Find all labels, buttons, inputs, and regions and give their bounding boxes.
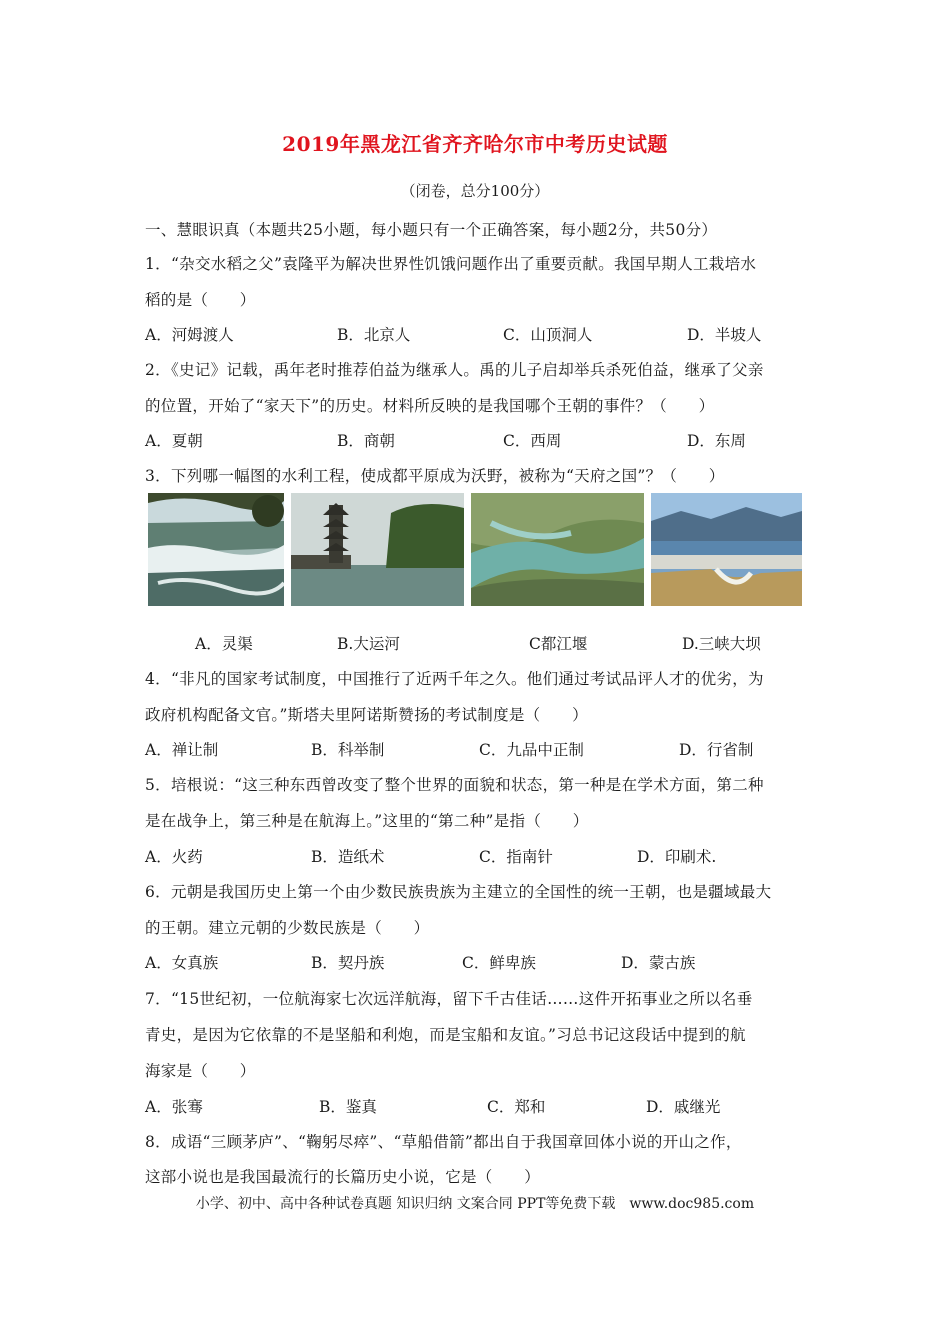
dujiangyan-photo: [471, 493, 644, 606]
q6-option-c: C．鲜卑族: [462, 954, 536, 972]
section-heading: 一、慧眼识真（本题共25小题，每小题只有一个正确答案，每小题2分，共50分）: [145, 221, 718, 239]
q6-option-a: A．女真族: [145, 954, 219, 972]
question-7-line-2: 青史，是因为它依靠的不是坚船和利炮，而是宝船和友谊。”习总书记这段话中提到的航: [145, 1026, 746, 1044]
question-1-line-2: 稻的是（ ）: [145, 291, 256, 309]
q7-option-d: D．戚继光: [646, 1098, 721, 1116]
q7-option-b: B．鉴真: [319, 1098, 377, 1116]
exam-title: 2019年黑龙江省齐齐哈尔市中考历史试题: [282, 132, 668, 156]
q1-option-d: D．半坡人: [687, 326, 762, 344]
q3-option-b: B.大运河: [337, 635, 400, 653]
question-1-line-1: 1．“杂交水稻之父”袁隆平为解决世界性饥饿问题作出了重要贡献。我国早期人工栽培水: [145, 255, 757, 273]
q5-option-a: A．火药: [145, 848, 203, 866]
question-6-line-2: 的王朝。建立元朝的少数民族是（ ）: [145, 919, 430, 937]
three-gorges-photo: [651, 493, 802, 606]
question-5-line-1: 5．培根说：“这三种东西曾改变了整个世界的面貌和状态，第一种是在学术方面，第二种: [145, 776, 764, 794]
q2-option-a: A．夏朝: [145, 432, 203, 450]
lingqu-photo: [148, 493, 284, 606]
exam-subtitle: （闭卷，总分100分）: [400, 182, 550, 200]
question-4-line-2: 政府机构配备文官。”斯塔夫里阿诺斯赞扬的考试制度是（ ）: [145, 706, 588, 724]
q5-option-b: B．造纸术: [311, 848, 385, 866]
question-4-line-1: 4．“非凡的国家考试制度，中国推行了近两千年之久。他们通过考试品评人才的优劣，为: [145, 670, 764, 688]
question-8-line-2: 这部小说也是我国最流行的长篇历史小说，它是（ ）: [145, 1168, 541, 1186]
q7-option-c: C．郑和: [487, 1098, 546, 1116]
q7-option-a: A．张骞: [145, 1098, 203, 1116]
q1-option-b: B．北京人: [337, 326, 411, 344]
question-8-line-1: 8．成语“三顾茅庐”、“鞠躬尽瘁”、“草船借箭”都出自于我国章回体小说的开山之作，: [145, 1133, 742, 1151]
q3-option-d: D.三峡大坝: [682, 635, 761, 653]
q1-option-c: C．山顶洞人: [503, 326, 593, 344]
question-3-line-1: 3．下列哪一幅图的水利工程，使成都平原成为沃野，被称为“天府之国”？（ ）: [145, 467, 725, 485]
question-7-line-1: 7．“15世纪初，一位航海家七次远洋航海，留下千古佳话……这件开拓事业之所以名垂: [145, 990, 753, 1008]
q4-option-b: B．科举制: [311, 741, 385, 759]
q2-option-d: D．东周: [687, 432, 746, 450]
q4-option-c: C．九品中正制: [479, 741, 584, 759]
question-2-line-2: 的位置，开始了“家天下”的历史。材料所反映的是我国哪个王朝的事件？（ ）: [145, 397, 715, 415]
question-5-line-2: 是在战争上，第三种是在航海上。”这里的“第二种”是指（ ）: [145, 812, 589, 830]
question-7-line-3: 海家是（ ）: [145, 1062, 256, 1080]
q2-option-b: B．商朝: [337, 432, 395, 450]
question-2-line-1: 2．《史记》记载，禹年老时推荐伯益为继承人。禹的儿子启却举兵杀死伯益，继承了父亲: [145, 361, 764, 379]
q6-option-d: D．蒙古族: [621, 954, 696, 972]
question-6-line-1: 6．元朝是我国历史上第一个由少数民族贵族为主建立的全国性的统一王朝，也是疆域最大: [145, 883, 772, 901]
footer-watermark: 小学、初中、高中各种试卷真题 知识归纳 文案合同 PPT等免费下载 www.doc985.com: [195, 1196, 755, 1212]
q1-option-a: A．河姆渡人: [145, 326, 234, 344]
q5-option-d: D．印刷术.: [637, 848, 717, 866]
q3-option-c: C都江堰: [529, 635, 588, 653]
q4-option-d: D．行省制: [679, 741, 754, 759]
grand-canal-photo: [291, 493, 464, 606]
q5-option-c: C．指南针: [479, 848, 553, 866]
q3-option-a: A．灵渠: [195, 635, 253, 653]
q4-option-a: A．禅让制: [145, 741, 219, 759]
q6-option-b: B．契丹族: [311, 954, 385, 972]
q2-option-c: C．西周: [503, 432, 562, 450]
